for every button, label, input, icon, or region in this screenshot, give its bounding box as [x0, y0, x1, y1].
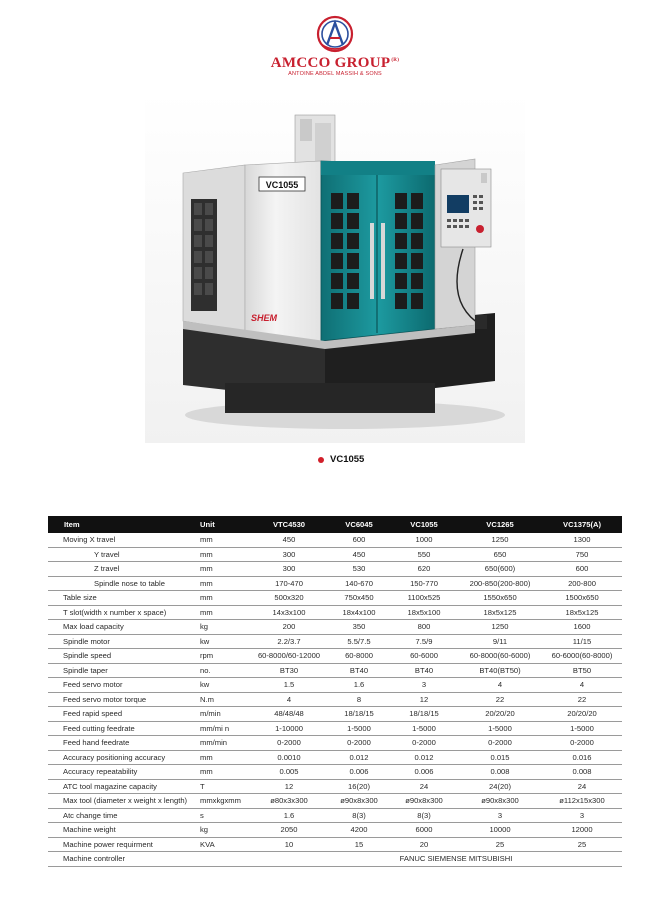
row-value: 300 [250, 547, 328, 562]
table-row [48, 721, 622, 736]
row-value: 450 [328, 547, 390, 562]
row-value: 8(3) [390, 808, 458, 823]
brand-subtitle: ANTOINE ABDEL MASSIH & SONS [288, 71, 382, 77]
row-value: ø112x15x300 [542, 794, 622, 809]
table-row [48, 765, 622, 780]
row-value: 620 [390, 562, 458, 577]
row-unit: mm [196, 591, 250, 606]
row-value: 1250 [458, 620, 542, 635]
row-value: ø90x8x300 [328, 794, 390, 809]
header-vc1055: VC1055 [390, 516, 458, 533]
row-value: 0.008 [458, 765, 542, 780]
row-value: 3 [542, 808, 622, 823]
row-value: 0.0010 [250, 750, 328, 765]
row-value: 1-5000 [542, 721, 622, 736]
row-value: 1100x525 [390, 591, 458, 606]
shem-mark: SHEM [251, 313, 278, 323]
row-item: ATC tool magazine capacity [48, 779, 196, 794]
row-item: Y travel [48, 547, 196, 562]
row-value: BT50 [542, 663, 622, 678]
row-unit: mm/min [196, 736, 250, 751]
row-value: 1-5000 [328, 721, 390, 736]
row-value: 1.6 [328, 678, 390, 693]
row-value: 750x450 [328, 591, 390, 606]
row-value: 5.5/7.5 [328, 634, 390, 649]
row-item: Max tool (diameter x weight x length) [48, 794, 196, 809]
row-value: 10000 [458, 823, 542, 838]
row-item: Machine weight [48, 823, 196, 838]
row-value: 18x5x125 [458, 605, 542, 620]
row-item: Moving X travel [48, 533, 196, 547]
row-unit: mm [196, 562, 250, 577]
row-unit: mm [196, 576, 250, 591]
row-value: 22 [542, 692, 622, 707]
row-unit: N.m [196, 692, 250, 707]
row-value: 60-8000 [328, 649, 390, 664]
row-value: 0.005 [250, 765, 328, 780]
header-vc1375a: VC1375(A) [542, 516, 622, 533]
row-value: 0.012 [328, 750, 390, 765]
row-item: Spindle nose to table [48, 576, 196, 591]
row-value: 4200 [328, 823, 390, 838]
row-value: 350 [328, 620, 390, 635]
table-row [48, 692, 622, 707]
row-item: Machine controller [48, 852, 196, 867]
row-unit: kw [196, 634, 250, 649]
row-value: 18x5x125 [542, 605, 622, 620]
row-unit: mm [196, 750, 250, 765]
row-item: Spindle motor [48, 634, 196, 649]
table-row [48, 591, 622, 606]
row-value: 0.015 [458, 750, 542, 765]
row-value: 15 [328, 837, 390, 852]
row-value: 22 [458, 692, 542, 707]
row-unit: no. [196, 663, 250, 678]
row-item: Spindle taper [48, 663, 196, 678]
row-value: 530 [328, 562, 390, 577]
row-unit: kg [196, 823, 250, 838]
row-value: 1300 [542, 533, 622, 547]
row-value: 0.006 [328, 765, 390, 780]
table-row [48, 562, 622, 577]
row-value: BT40 [390, 663, 458, 678]
row-value: 600 [328, 533, 390, 547]
row-value: 24 [542, 779, 622, 794]
row-item: Feed servo motor torque [48, 692, 196, 707]
row-item: Table size [48, 591, 196, 606]
row-unit: mm [196, 765, 250, 780]
brand-name: AMCCO $GROUP^{(R)}$ [270, 55, 400, 71]
row-item: Spindle speed [48, 649, 196, 664]
row-unit: kw [196, 678, 250, 693]
row-value-span: FANUC SIEMENSE MITSUBISHI [250, 852, 622, 867]
row-value: 0-2000 [542, 736, 622, 751]
table-row [48, 663, 622, 678]
row-unit: mm/mi n [196, 721, 250, 736]
row-item: Atc change time [48, 808, 196, 823]
row-value: 8(3) [328, 808, 390, 823]
row-value: ø90x8x300 [458, 794, 542, 809]
row-value: 18x5x100 [390, 605, 458, 620]
row-value: 750 [542, 547, 622, 562]
row-value: BT30 [250, 663, 328, 678]
table-row [48, 547, 622, 562]
row-value: 1250 [458, 533, 542, 547]
row-unit: m/min [196, 707, 250, 722]
spec-table-body [48, 533, 622, 866]
table-row [48, 707, 622, 722]
caption-label: VC1055 [330, 454, 365, 465]
header-item: Item [48, 516, 196, 533]
row-value: 12000 [542, 823, 622, 838]
row-value: 12 [250, 779, 328, 794]
row-value: 9/11 [458, 634, 542, 649]
table-row [48, 605, 622, 620]
row-value: 60-6000(60-8000) [542, 649, 622, 664]
row-value: 170-470 [250, 576, 328, 591]
row-value: 500x320 [250, 591, 328, 606]
row-value: 450 [250, 533, 328, 547]
row-value: 200-800 [542, 576, 622, 591]
row-value: 20 [390, 837, 458, 852]
row-value: 0.006 [390, 765, 458, 780]
row-value: 4 [458, 678, 542, 693]
row-value: 4 [250, 692, 328, 707]
row-value: 200-850(200-800) [458, 576, 542, 591]
row-value: 60-6000 [390, 649, 458, 664]
model-badge: VC1055 [265, 180, 299, 190]
row-value: 20/20/20 [542, 707, 622, 722]
table-row [48, 620, 622, 635]
row-value: BT40(BT50) [458, 663, 542, 678]
row-value: 18x4x100 [328, 605, 390, 620]
row-value: 25 [542, 837, 622, 852]
row-item: Feed rapid speed [48, 707, 196, 722]
row-value: 10 [250, 837, 328, 852]
table-row [48, 779, 622, 794]
row-unit: mmxkgxmm [196, 794, 250, 809]
row-item: Machine power requirment [48, 837, 196, 852]
row-unit: rpm [196, 649, 250, 664]
row-value: 1-10000 [250, 721, 328, 736]
row-value: 60-8000/60-12000 [250, 649, 328, 664]
row-value: 150-770 [390, 576, 458, 591]
bullet-icon [318, 457, 324, 463]
row-value: 1550x650 [458, 591, 542, 606]
table-row [48, 736, 622, 751]
row-value: 16(20) [328, 779, 390, 794]
row-value: 18/18/15 [328, 707, 390, 722]
row-item: Accuracy repeatability [48, 765, 196, 780]
row-value: 1500x650 [542, 591, 622, 606]
row-value: 25 [458, 837, 542, 852]
table-row [48, 533, 622, 547]
row-value: 11/15 [542, 634, 622, 649]
row-value: 0.012 [390, 750, 458, 765]
table-row [48, 823, 622, 838]
table-row [48, 808, 622, 823]
row-value: 1.5 [250, 678, 328, 693]
row-item: Accuracy positioning accuracy [48, 750, 196, 765]
row-unit: mm [196, 605, 250, 620]
row-value: 1.6 [250, 808, 328, 823]
header-unit: Unit [196, 516, 250, 533]
table-row [48, 794, 622, 809]
header-vc6045: VC6045 [328, 516, 390, 533]
row-item: Max load capacity [48, 620, 196, 635]
table-row [48, 634, 622, 649]
row-value: 0.008 [542, 765, 622, 780]
row-item: Feed cutting feedrate [48, 721, 196, 736]
row-item: Feed servo motor [48, 678, 196, 693]
row-value: 140-670 [328, 576, 390, 591]
row-item: Z travel [48, 562, 196, 577]
machine-photo [145, 93, 525, 443]
row-value: 7.5/9 [390, 634, 458, 649]
header-vc1265: VC1265 [458, 516, 542, 533]
row-value: 24(20) [458, 779, 542, 794]
row-value: 60-8000(60-6000) [458, 649, 542, 664]
table-row [48, 750, 622, 765]
row-value: 1600 [542, 620, 622, 635]
table-row [48, 576, 622, 591]
header-vtc4530: VTC4530 [250, 516, 328, 533]
row-value: 8 [328, 692, 390, 707]
row-value: 650 [458, 547, 542, 562]
row-value: 3 [458, 808, 542, 823]
row-value: 1-5000 [390, 721, 458, 736]
row-value: 4 [542, 678, 622, 693]
table-row [48, 678, 622, 693]
table-row [48, 649, 622, 664]
row-value: 0-2000 [250, 736, 328, 751]
row-value: 12 [390, 692, 458, 707]
row-value: 0-2000 [328, 736, 390, 751]
row-value: 48/48/48 [250, 707, 328, 722]
table-row [48, 852, 622, 867]
row-value: 18/18/15 [390, 707, 458, 722]
row-unit: T [196, 779, 250, 794]
row-value: 6000 [390, 823, 458, 838]
table-header-row [48, 516, 622, 533]
row-value: BT40 [328, 663, 390, 678]
row-unit: mm [196, 547, 250, 562]
row-value: 0-2000 [458, 736, 542, 751]
row-item: Feed hand feedrate [48, 736, 196, 751]
row-value: 3 [390, 678, 458, 693]
row-value: 1-5000 [458, 721, 542, 736]
amcco-emblem-icon [315, 14, 355, 54]
row-value: ø90x8x300 [390, 794, 458, 809]
row-unit [196, 852, 250, 867]
row-value: 200 [250, 620, 328, 635]
row-unit: s [196, 808, 250, 823]
row-value: 0.016 [542, 750, 622, 765]
spec-table [48, 516, 622, 867]
row-value: 800 [390, 620, 458, 635]
company-logo [0, 14, 670, 77]
model-caption [318, 454, 364, 465]
row-value: 2050 [250, 823, 328, 838]
table-row [48, 837, 622, 852]
row-value: ø80x3x300 [250, 794, 328, 809]
row-value: 1000 [390, 533, 458, 547]
row-value: 20/20/20 [458, 707, 542, 722]
row-unit: mm [196, 533, 250, 547]
row-value: 2.2/3.7 [250, 634, 328, 649]
row-value: 300 [250, 562, 328, 577]
row-value: 0-2000 [390, 736, 458, 751]
row-unit: KVA [196, 837, 250, 852]
row-value: 14x3x100 [250, 605, 328, 620]
row-value: 24 [390, 779, 458, 794]
row-value: 600 [542, 562, 622, 577]
row-value: 650(600) [458, 562, 542, 577]
row-unit: kg [196, 620, 250, 635]
row-value: 550 [390, 547, 458, 562]
row-item: T slot(width x number x space) [48, 605, 196, 620]
